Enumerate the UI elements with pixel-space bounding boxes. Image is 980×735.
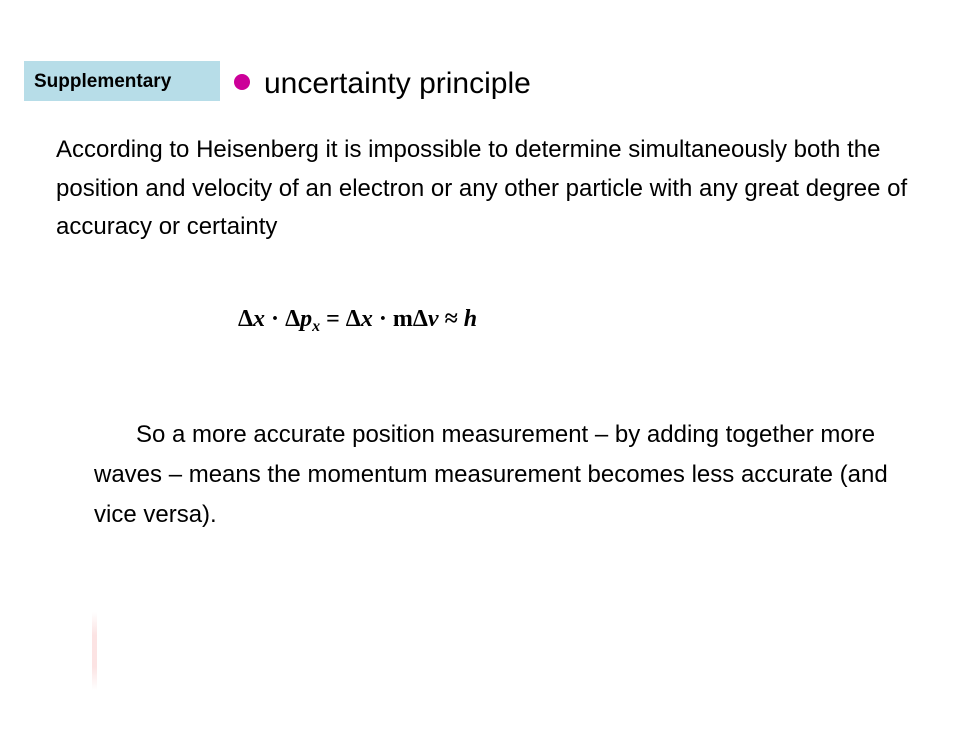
equation-variable-v: v <box>427 306 439 332</box>
equation-planck-h: h <box>463 306 478 332</box>
delta-symbol: Δ <box>412 306 428 332</box>
definition-paragraph: According to Heisenberg it is impossible to determine simultaneously both the position and velocity of an electron or any other particle with any great degree of accuracy or certainty <box>56 136 908 240</box>
dot-operator: · <box>265 306 286 332</box>
faint-mark <box>92 612 97 690</box>
approx-sign: ≈ <box>438 306 464 332</box>
equals-sign: = <box>320 306 346 332</box>
equation-variable-p: p <box>300 306 313 332</box>
bullet-dot-icon <box>234 74 250 90</box>
slide-title: uncertainty principle <box>264 67 531 100</box>
delta-symbol: Δ <box>285 306 301 332</box>
delta-symbol: Δ <box>345 306 361 332</box>
equation-variable-x: x <box>253 306 266 332</box>
equation-mass-m: m <box>392 306 413 332</box>
supplementary-badge: Supplementary <box>24 61 220 101</box>
equation-subscript-x: x <box>312 318 321 335</box>
equation-variable-x: x <box>360 306 373 332</box>
delta-symbol: Δ <box>238 306 254 332</box>
uncertainty-equation <box>238 301 477 337</box>
dot-operator: · <box>372 306 393 332</box>
conclusion-paragraph: So a more accurate position measurement – by adding together more waves – means the momentum measurement becomes less accurate (and vice versa). <box>94 421 888 528</box>
